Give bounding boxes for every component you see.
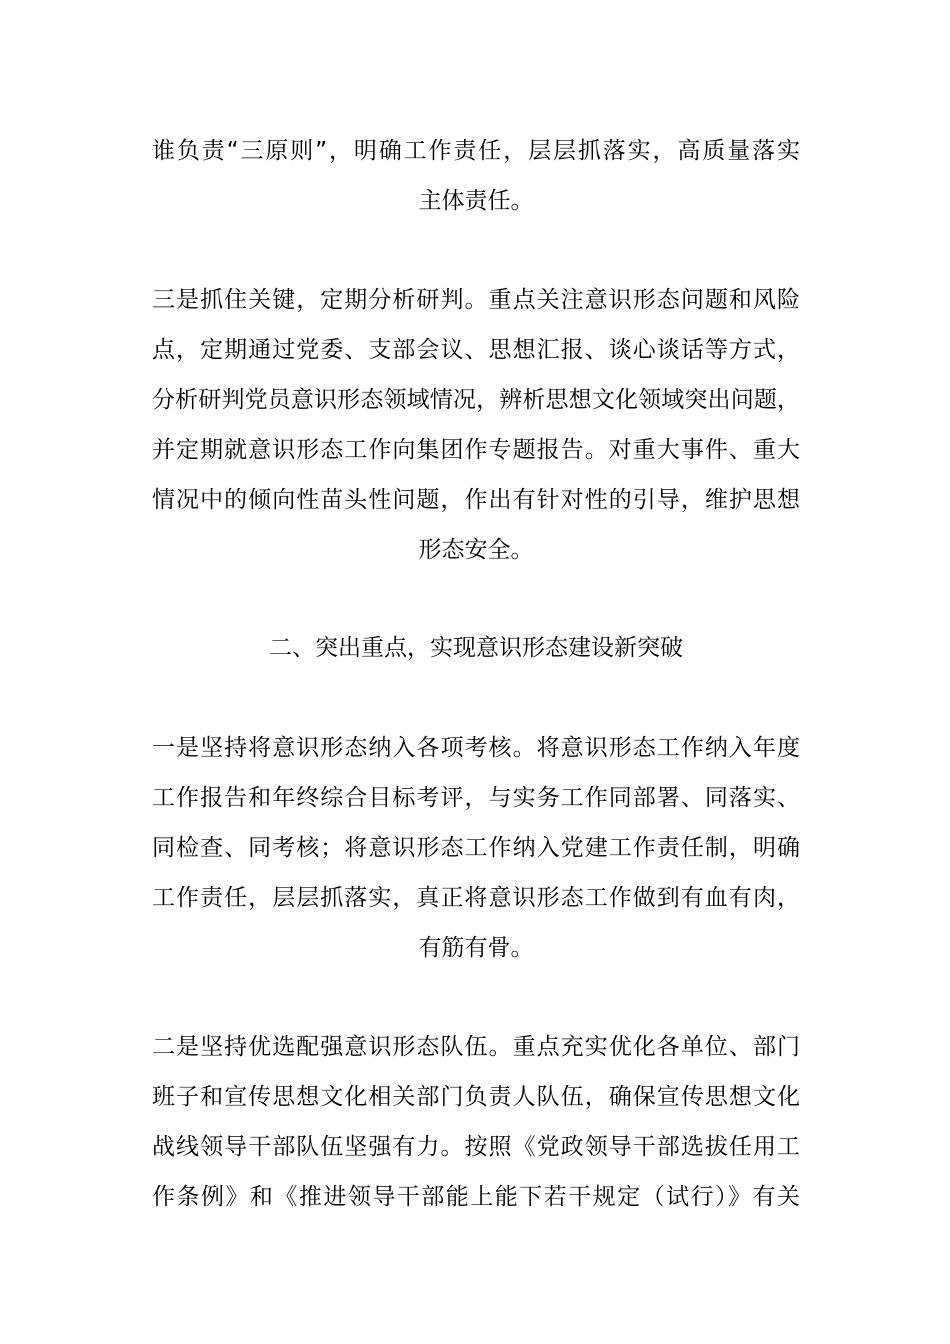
section-heading: 二、突出重点，实现意识形态建设新突破 [269,635,683,661]
paragraph-line: 工作责任，层层抓落实，真正将意识形态工作做到有血有肉， [152,885,800,911]
paragraph-line: 同检查、同考核；将意识形态工作纳入党建工作责任制，明确 [152,835,800,861]
paragraph-line: 工作报告和年终综合目标考评，与实务工作同部署、同落实、 [152,785,800,811]
paragraph-line: 三是抓住关键，定期分析研判。重点关注意识形态问题和风险 [152,287,800,313]
paragraph-line: 并定期就意识形态工作向集团作专题报告。对重大事件、重大 [152,437,800,463]
paragraph-line: 主体责任。 [418,188,534,214]
paragraph-line: 作条例》和《推进领导干部能上能下若干规定（试行）》有关 [152,1184,800,1210]
paragraph-line: 一是坚持将意识形态纳入各项考核。将意识形态工作纳入年度 [152,735,800,761]
paragraph-line: 形态安全。 [418,537,534,563]
paragraph-line: 点，定期通过党委、支部会议、思想汇报、谈心谈话等方式， [152,337,800,363]
paragraph-line: 分析研判党员意识形态领域情况，辨析思想文化领域突出问题， [152,387,800,413]
paragraph-line: 班子和宣传思想文化相关部门负责人队伍，确保宣传思想文化 [152,1084,800,1110]
paragraph-line: 情况中的倾向性苗头性问题，作出有针对性的引导，维护思想 [152,487,800,513]
paragraph-line: 战线领导干部队伍坚强有力。按照《党政领导干部选拔任用工 [152,1134,800,1160]
paragraph-line: 二是坚持优选配强意识形态队伍。重点充实优化各单位、部门 [152,1034,800,1060]
paragraph-line: 有筋有骨。 [418,935,534,961]
paragraph-line: 谁负责“三原则”，明确工作责任，层层抓落实，高质量落实 [152,138,800,164]
